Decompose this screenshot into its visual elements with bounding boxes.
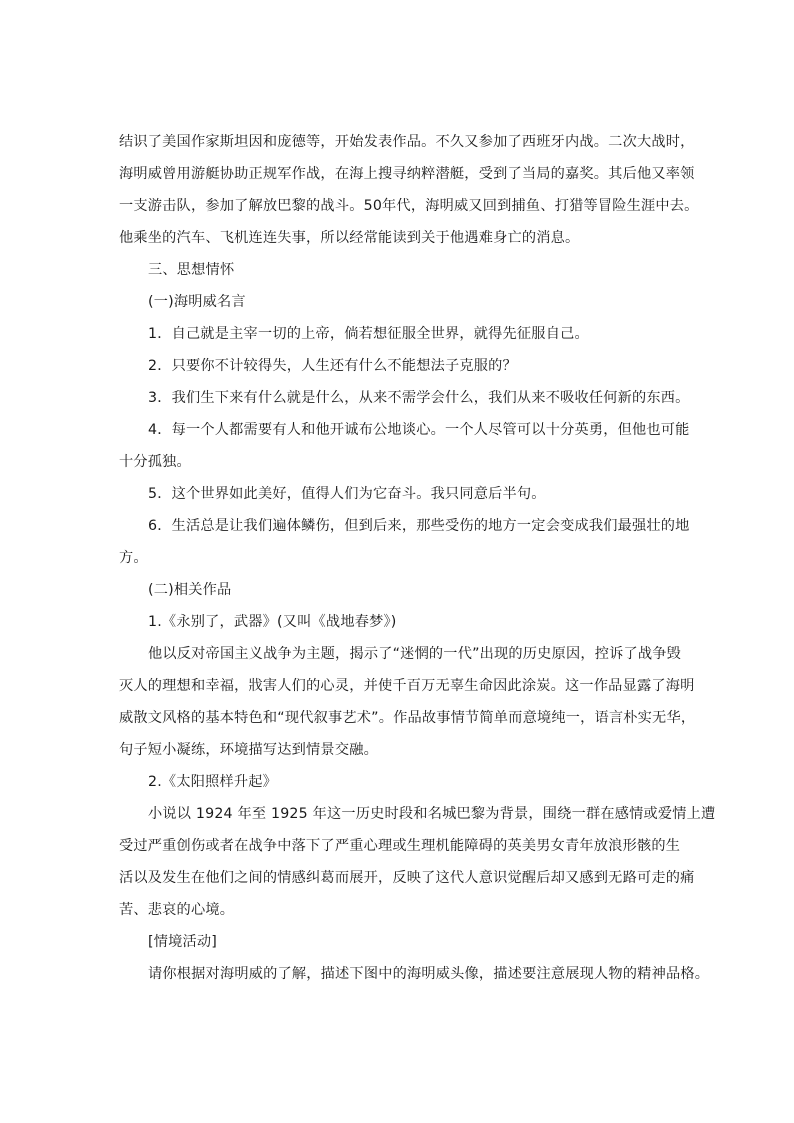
quote-item: 4．每一个人都需要有人和他开诚布公地谈心。一个人尽管可以十分英勇，但他也可能 [148, 422, 690, 438]
work-title: 1.《永别了，武器》(又叫《战地春梦》) [148, 614, 397, 630]
quote-item: 2．只要你不计较得失，人生还有什么不能想法子克服的？ [148, 358, 517, 374]
quote-item: 3．我们生下来有什么就是什么，从来不需学会什么，我们从来不吸收任何新的东西。 [148, 390, 690, 406]
quote-item-continuation: 十分孤独。 [119, 454, 191, 470]
paragraph-line: 他乘坐的汽车、飞机连连失事，所以经常能读到关于他遇难身亡的消息。 [119, 230, 580, 246]
quote-item: 6．生活总是让我们遍体鳞伤，但到后来，那些受伤的地方一定会变成我们最强壮的地 [148, 518, 690, 534]
paragraph-line: 句子短小凝练，环境描写达到情景交融。 [119, 742, 378, 758]
quote-item-continuation: 方。 [119, 550, 148, 566]
paragraph-line: 受过严重创伤或者在战争中落下了严重心理或生理机能障碍的英美男女青年放浪形骸的生 [119, 838, 681, 854]
paragraph-line: 海明威曾用游艇协助正规军作战，在海上搜寻纳粹潜艇，受到了当局的嘉奖。其后他又率领 [119, 166, 695, 182]
subsection-heading: (一)海明威名言 [148, 294, 246, 310]
section-heading: 三、思想情怀 [148, 262, 235, 278]
paragraph-line: 苦、悲哀的心境。 [119, 902, 235, 918]
subsection-heading: (二)相关作品 [148, 582, 232, 598]
paragraph-line: 一支游击队，参加了解放巴黎的战斗。50年代，海明威又回到捕鱼、打猎等冒险生涯中去。 [119, 198, 699, 214]
paragraph-line: 他以反对帝国主义战争为主题，揭示了“迷惘的一代”出现的历史原因，控诉了战争毁 [148, 646, 682, 662]
paragraph-line: 小说以 1924 年至 1925 年这一历史时段和名城巴黎为背景，围绕一群在感情或爱情上遭 [148, 806, 716, 822]
paragraph-line: 结识了美国作家斯坦因和庞德等，开始发表作品。不久又参加了西班牙内战。二次大战时， [119, 134, 695, 150]
paragraph-line: 活以及发生在他们之间的情感纠葛而展开，反映了这代人意识觉醒后却又感到无路可走的痛 [119, 870, 695, 886]
activity-heading: [情境活动] [148, 934, 218, 950]
quote-item: 5．这个世界如此美好，值得人们为它奋斗。我只同意后半句。 [148, 486, 546, 502]
paragraph-line: 威散文风格的基本特色和“现代叙事艺术”。作品故事情节简单而意境纯一，语言朴实无华， [119, 710, 696, 726]
quote-item: 1．自己就是主宰一切的上帝，倘若想征服全世界，就得先征服自己。 [148, 326, 589, 342]
activity-prompt: 请你根据对海明威的了解，描述下图中的海明威头像，描述要注意展现人物的精神品格。 [148, 966, 710, 982]
work-title: 2.《太阳照样升起》 [148, 774, 278, 790]
paragraph-line: 灭人的理想和幸福，戕害人们的心灵，并使千百万无辜生命因此涂炭。这一作品显露了海明 [119, 678, 695, 694]
